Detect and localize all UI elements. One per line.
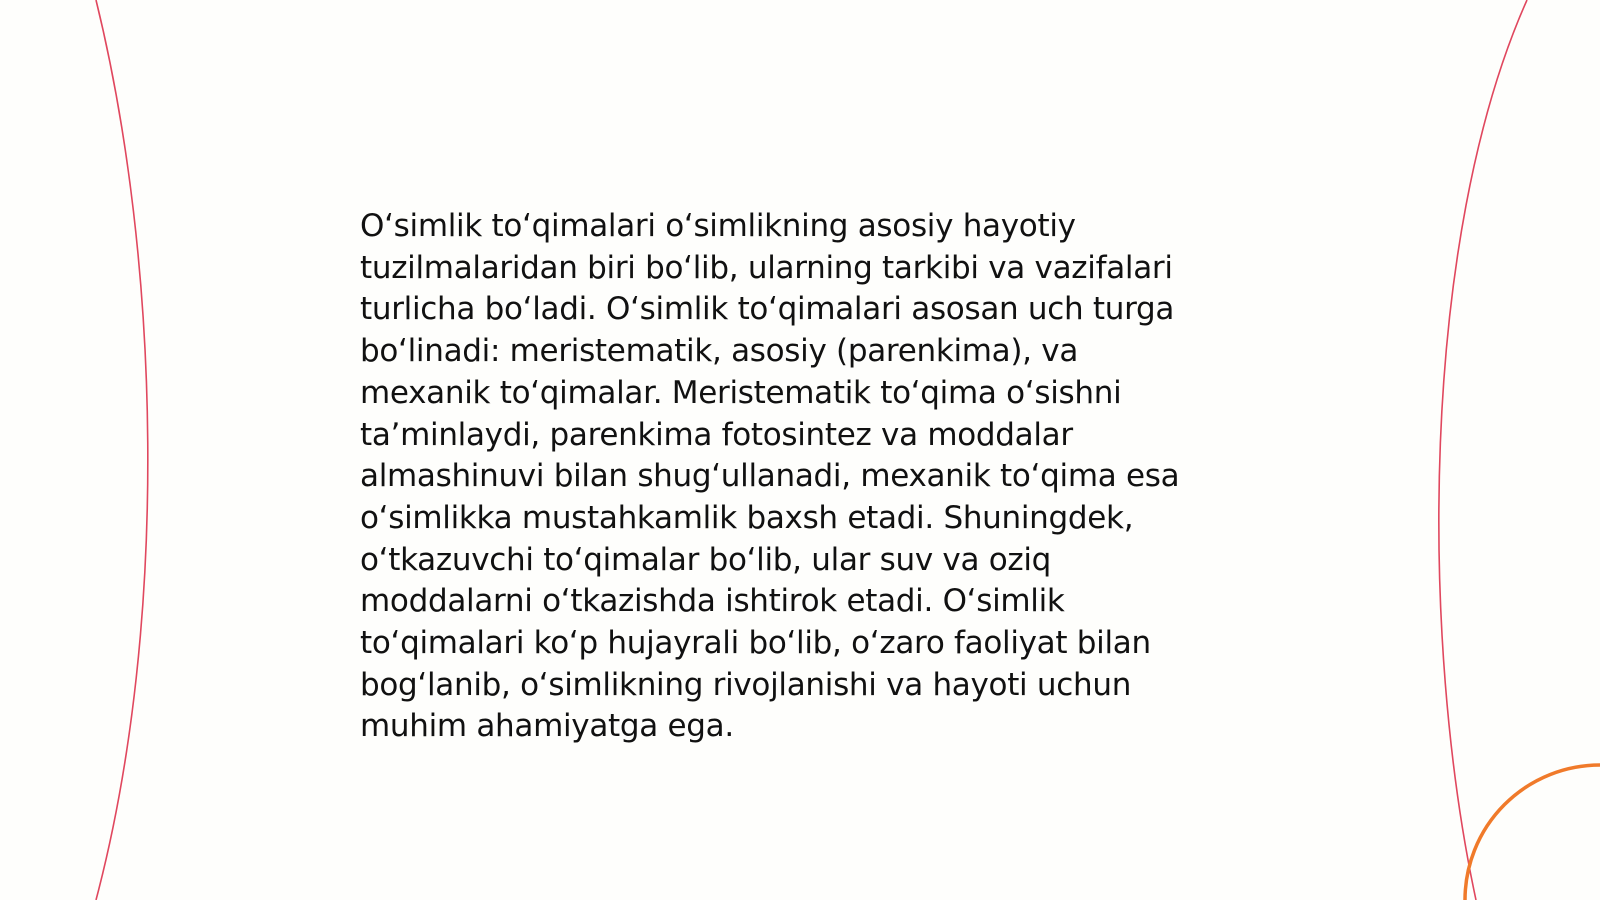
left-curve-line	[96, 0, 148, 900]
paragraph-line: o‘tkazuvchi to‘qimalar bo‘lib, ular suv va oziq	[360, 541, 1052, 578]
paragraph-line: to‘qimalari ko‘p hujayrali bo‘lib, o‘zaro faoliyat bilan	[360, 625, 1151, 662]
main-paragraph	[360, 206, 1240, 748]
paragraph-line: o‘simlikka mustahkamlik baxsh etadi. Shuningdek,	[360, 499, 1134, 536]
orange-circle-outline	[1465, 765, 1600, 900]
right-curve-line	[1439, 0, 1527, 900]
paragraph-line: mexanik to‘qimalar. Meristematik to‘qima o‘sishni	[360, 374, 1122, 411]
paragraph-line: moddalarni o‘tkazishda ishtirok etadi. O‘simlik	[360, 583, 1065, 620]
paragraph-line: bog‘lanib, o‘simlikning rivojlanishi va hayoti uchun	[360, 666, 1132, 703]
paragraph-line: turlicha bo‘ladi. O‘simlik to‘qimalari asosan uch turga	[360, 291, 1175, 328]
paragraph-line: bo‘linadi: meristematik, asosiy (parenkima), va	[360, 333, 1079, 370]
paragraph-line: almashinuvi bilan shug‘ullanadi, mexanik to‘qima esa	[360, 458, 1180, 495]
paragraph-line: muhim ahamiyatga ega.	[360, 708, 734, 745]
paragraph-line: ta’minlaydi, parenkima fotosintez va moddalar	[360, 416, 1073, 453]
paragraph-line: O‘simlik to‘qimalari o‘simlikning asosiy hayotiy	[360, 208, 1076, 244]
paragraph-line: tuzilmalaridan biri bo‘lib, ularning tarkibi va vazifalari	[360, 249, 1173, 286]
